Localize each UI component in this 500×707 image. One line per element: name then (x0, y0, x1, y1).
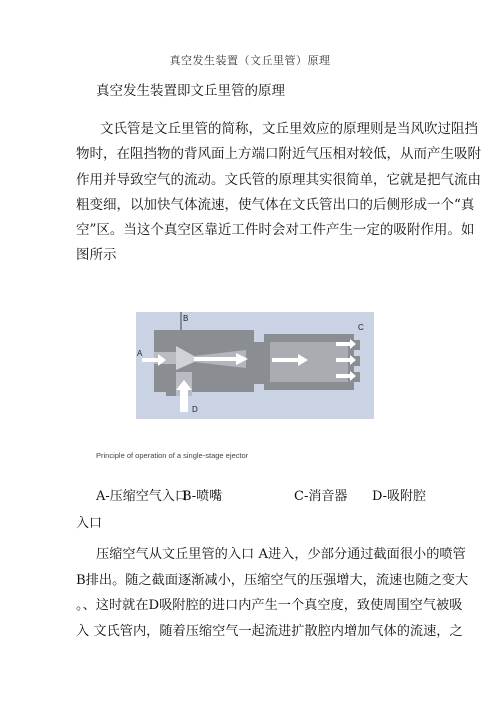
paragraph-line: 作用并导致空气的流动。文氏管的原理其实很简单，它就是把气流由 (76, 171, 481, 188)
figure-caption: Principle of operation of a single-stage ejector (96, 451, 249, 460)
paragraph-line: 压缩空气从文丘里管的入口 A进入，少部分通过截面很小的喷管 (96, 547, 466, 562)
paragraph-line: 入 文氏管内，随着压缩空气一起流进扩散腔内增加气体的流速，之 (76, 623, 463, 639)
intro-paragraph (76, 117, 481, 269)
diagram-label-a: A (137, 349, 143, 358)
diagram-label-d: D (192, 405, 198, 414)
paragraph-line: 物时，在阻挡物的背风面上方端口附近气压相对较低，从而产生吸附 (76, 146, 481, 163)
paragraph-line: 。、这时就在D吸附腔的进口内产生一个真空度，致使周围空气被吸 (76, 598, 463, 614)
label-inlet-a: A-压缩空气入口 (96, 489, 188, 504)
diagram-label-c: C (358, 323, 364, 332)
label-silencer-c: C-消音器 (294, 489, 348, 504)
label-nozzle-b: B-喷嘴 (182, 489, 223, 504)
ejector-diagram (136, 312, 374, 419)
diagram-label-b: B (183, 314, 189, 323)
paragraph-line: 图所示 (76, 247, 117, 264)
explanation-paragraph (76, 542, 469, 644)
paragraph-line: 粗变细，以加快气体流速，使气体在文氏管出口的后侧形成一个“真 (76, 196, 475, 213)
section-subtitle: 真空发生装置即文丘里管的原理 (96, 83, 285, 99)
paragraph-line: 空”区。当这个真空区靠近工件时会对工件产生一定的吸附作用。如 (76, 222, 475, 239)
label-suction-d-continued: 入口 (76, 516, 103, 531)
page-header: 真空发生装置（文丘里管）原理 (169, 54, 331, 67)
label-suction-d: D-吸附腔 (372, 489, 427, 504)
paragraph-line: B排出。随之截面逐渐减小，压缩空气的压强增大，流速也随之变大 (76, 572, 469, 588)
legend-labels (76, 485, 446, 531)
paragraph-line: 文氏管是文丘里管的简称，文丘里效应的原理则是当风吹过阻挡 (100, 121, 478, 137)
